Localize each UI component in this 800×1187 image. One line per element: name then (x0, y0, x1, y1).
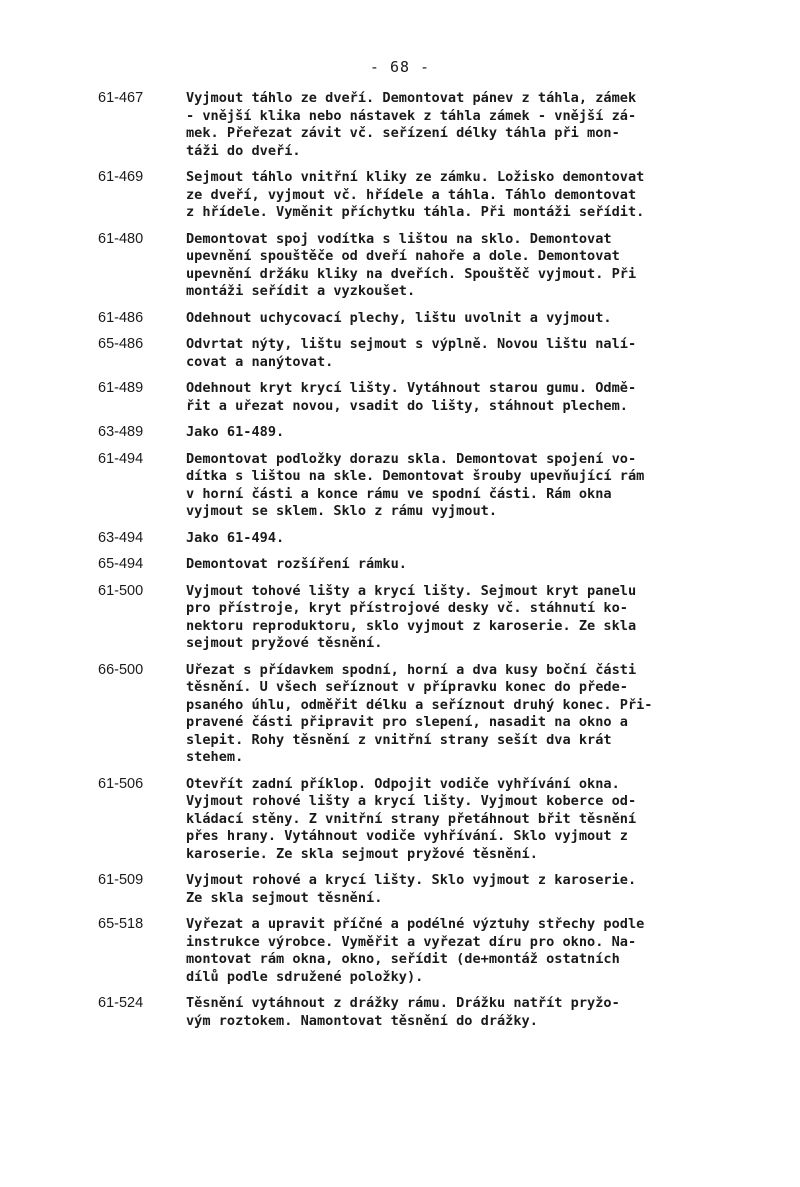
list-item (0, 424, 800, 442)
list-item (0, 872, 800, 907)
entry-code: 61-467 (98, 90, 144, 106)
entry-text: Vyjmout tohové lišty a krycí lišty. Sejmout kryt panelu pro přístroje, kryt přístrojové desky vč. stáhnutí ko- nektoru reproduktoru, sklo vyjmout z karoserie. Ze skla sejmout pryžové těsnění. (186, 582, 637, 651)
list-item (0, 556, 800, 574)
entry-code: 63-494 (98, 529, 144, 546)
entry-text: Vyjmout rohové a krycí lišty. Sklo vyjmout z karoserie. Ze skla sejmout těsnění. (186, 872, 637, 906)
entry-code: 61-469 (98, 169, 144, 185)
entry-code: 61-500 (98, 582, 144, 599)
entry-text: Těsnění vytáhnout z drážky rámu. Drážku natřít pryžo- vým roztokem. Namontovat těsnění do drážky. (186, 995, 620, 1029)
list-item (0, 776, 800, 864)
list-item (0, 169, 800, 222)
list-item (0, 451, 800, 521)
entry-text: Odvrtat nýty, lištu sejmout s výplně. Novou lištu nalí- covat a nanýtovat. (186, 336, 637, 370)
list-item (0, 530, 800, 548)
entry-text: Demontovat podložky dorazu skla. Demontovat spojení vo- dítka s lištou na skle. Demontovat šrouby upevňující rám v horní části a konce rámu ve spodní části. Rám okna vyjmout se sklem. Sklo z rámu vyjmout. (186, 450, 645, 519)
list-item (0, 583, 800, 653)
entry-code: 61-524 (98, 995, 144, 1011)
entry-text: Jako 61-489. (186, 424, 285, 440)
list-item (0, 662, 800, 767)
entry-code: 65-486 (98, 336, 144, 352)
entry-code: 65-518 (98, 916, 144, 932)
list-item (0, 995, 800, 1030)
entry-text: Odehnout kryt krycí lišty. Vytáhnout starou gumu. Odmě- řit a uřezat novou, vsadit do lišty, stáhnout plechem. (186, 380, 637, 414)
entry-text: Sejmout táhlo vnitřní kliky ze zámku. Ložisko demontovat ze dveří, vyjmout vč. hřídele a táhla. Táhlo demontovat z hřídele. Vyměnit příchytku táhla. Při montáži seřídit. (186, 169, 645, 220)
list-item (0, 916, 800, 986)
entry-list (0, 90, 800, 1039)
entry-text: Odehnout uchycovací plechy, lištu uvolnit a vyjmout. (186, 309, 612, 326)
entry-code: 61-489 (98, 380, 144, 396)
entry-code: 61-509 (98, 872, 144, 888)
entry-text: Demontovat spoj vodítka s lištou na sklo. Demontovat upevnění spouštěče od dveří nahoře a dole. Demontovat upevnění držáku kliky na dveřích. Spouštěč vyjmout. Při montáži seřídit a vyzkoušet. (186, 230, 637, 299)
entry-code: 63-489 (98, 424, 144, 440)
entry-text: Uřezat s přídavkem spodní, horní a dva kusy boční části těsnění. U všech seříznout v přípravku konec do přede- psaného úhlu, odměřit délku a seříznout druhý konec. Při- pravené části připravit pro slepení, nasadit na okno a slepit. Rohy těsnění z vnitřní strany sešít dva krát stehem. (186, 661, 653, 765)
entry-code: 61-506 (98, 775, 144, 792)
list-item (0, 90, 800, 160)
list-item (0, 336, 800, 371)
entry-text: Jako 61-494. (186, 529, 285, 546)
entry-text: Vyřezat a upravit příčné a podélné výztuhy střechy podle instrukce výrobce. Vyměřit a vyřezat díru pro okno. Na- montovat rám okna, okno, seřídit (de+montáž ostatních dílů podle sdružené položky). (186, 916, 645, 985)
entry-code: 65-494 (98, 556, 144, 572)
page-number: - 68 - (369, 58, 431, 76)
list-item (0, 310, 800, 328)
list-item (0, 380, 800, 415)
entry-code: 61-480 (98, 230, 144, 247)
entry-code: 61-486 (98, 309, 144, 326)
entry-code: 66-500 (98, 661, 144, 678)
entry-text: Vyjmout táhlo ze dveří. Demontovat pánev z táhla, zámek - vnější klika nebo nástavek z táhla zámek - vnější zá- mek. Přeřezat závit vč. seřízení délky táhla při mon- táži do dveří. (186, 90, 637, 159)
entry-code: 61-494 (98, 450, 144, 467)
list-item (0, 231, 800, 301)
entry-text: Otevřít zadní příklop. Odpojit vodiče vyhřívání okna. Vyjmout rohové lišty a krycí lišty. Vyjmout koberce od- kládací stěny. Z vnitřní strany přetáhnout břit těsnění přes hrany. Vytáhnout vodiče vyhřívání. Sklo vyjmout z karoserie. Ze skla sejmout pryžové těsnění. (186, 775, 637, 862)
entry-text: Demontovat rozšíření rámku. (186, 556, 407, 572)
